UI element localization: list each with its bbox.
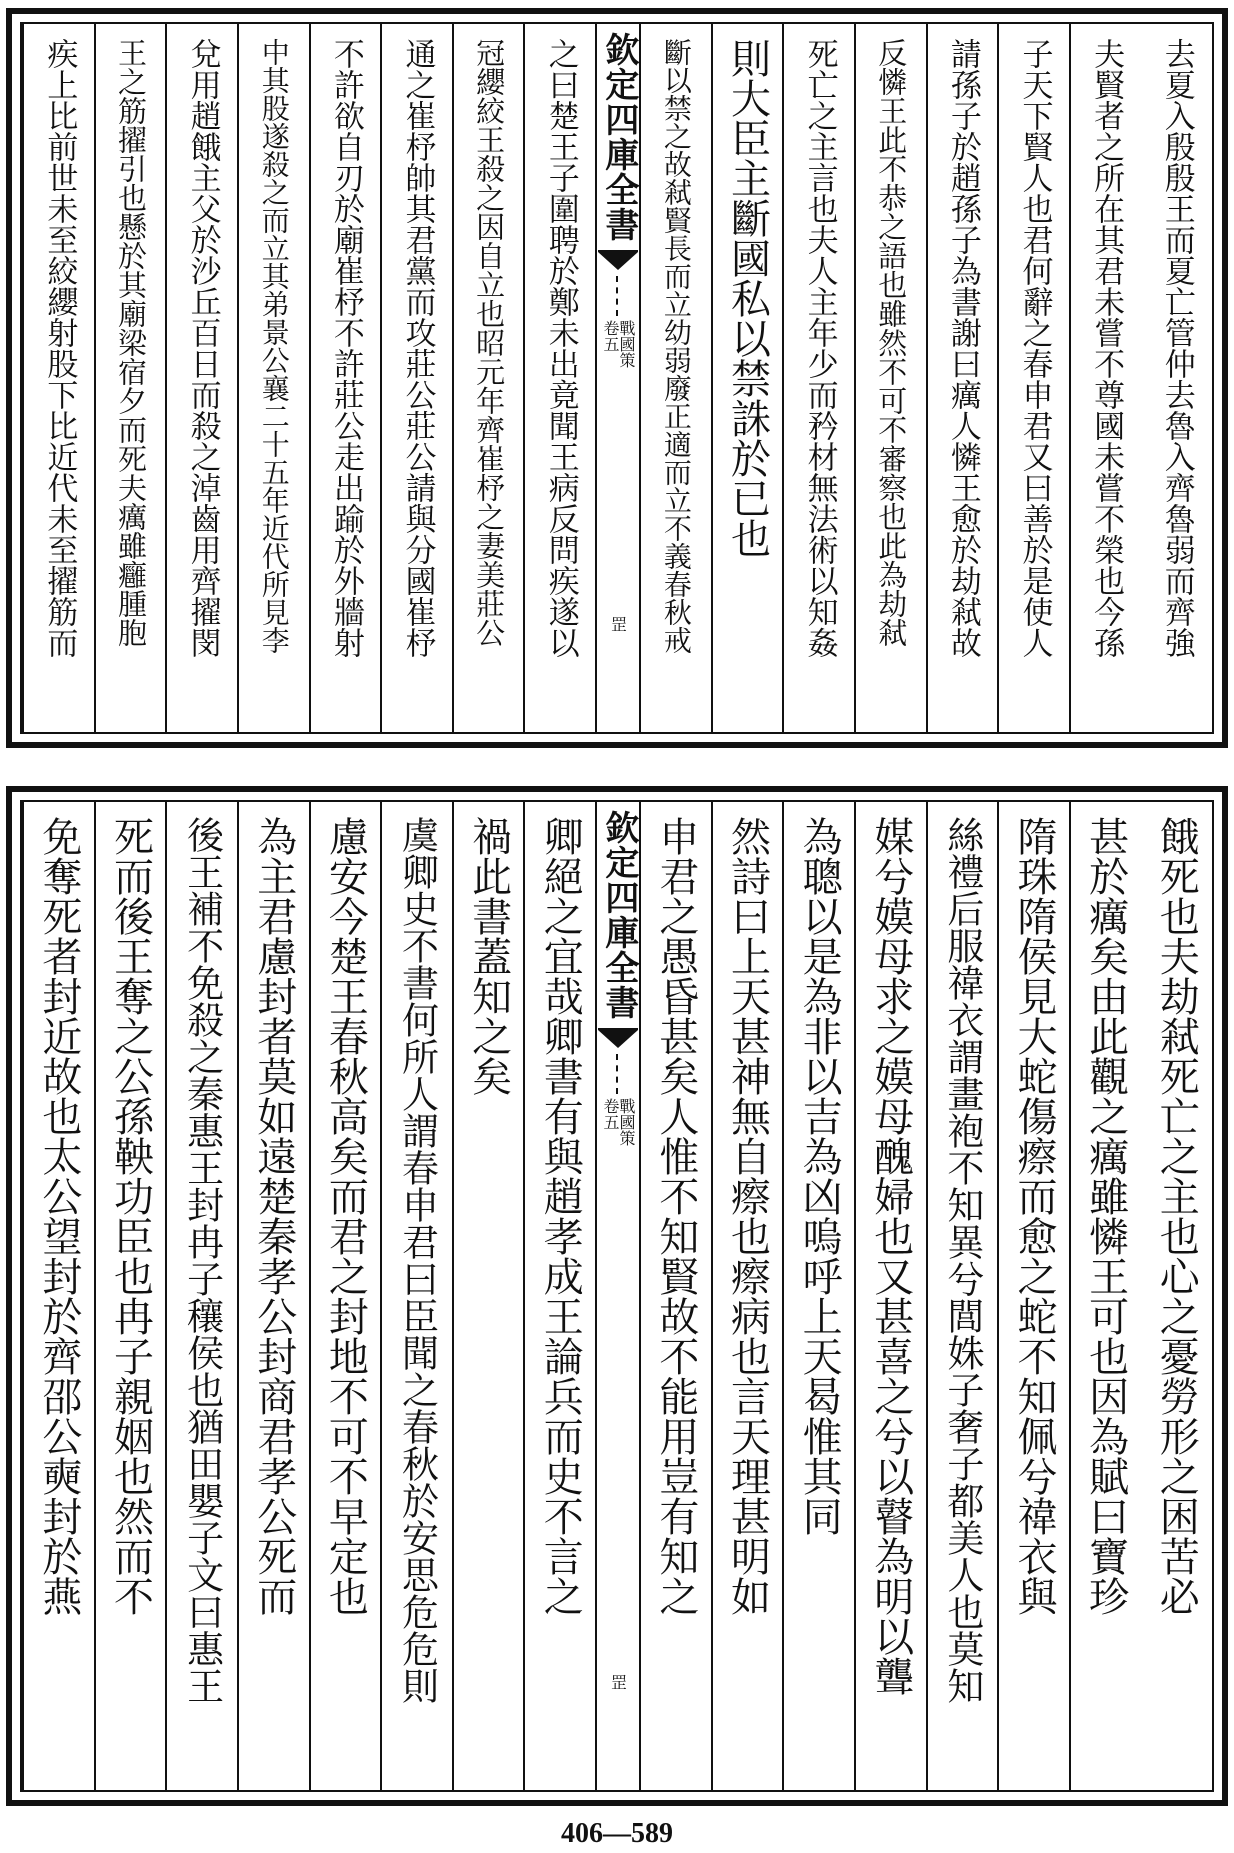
column-text: 甚於癘矣由此觀之癘雖憐王可也因為賦曰寶珍 xyxy=(1082,816,1129,1616)
column-text: 王之筋擢引也懸於其廟梁宿夕而死夫癘雖癰腫胞 xyxy=(113,38,148,647)
column-text: 冠纓絞王殺之因自立也昭元年齊崔杼之妻美莊公 xyxy=(472,38,507,647)
column-text: 慮安今楚王春秋高矣而君之封地不可不早定也 xyxy=(322,816,369,1616)
column-text: 卿絕之宜哉卿書有與趙孝成王論兵而史不言之 xyxy=(537,816,584,1616)
book-label-part: 戰國策 xyxy=(617,1098,636,1146)
center-fold-column xyxy=(595,802,639,1790)
text-column xyxy=(380,802,452,1790)
book-label-part: 戰國策 xyxy=(617,320,636,368)
column-text: 隋珠隋侯見大蛇傷瘵而愈之蛇不知佩兮禕衣與 xyxy=(1010,816,1057,1616)
text-column xyxy=(854,24,926,732)
column-text: 死而後王奪之公孫鞅功臣也冉子親姻也然而不 xyxy=(107,816,154,1616)
text-column xyxy=(854,802,926,1790)
column-text: 餓死也夫劫弒死亡之主也心之憂勞形之困苦必 xyxy=(1153,816,1200,1616)
center-divider-line xyxy=(616,1054,620,1094)
text-column xyxy=(309,802,381,1790)
column-text: 請孫子於趙孫子為書謝曰癘人憐王愈於劫弒故 xyxy=(944,38,981,658)
text-column xyxy=(22,802,94,1790)
column-text: 去夏入殷殷王而夏亡管仲去魯入齊魯弱而齊強 xyxy=(1158,38,1195,658)
top-page-frame xyxy=(6,8,1228,748)
text-column xyxy=(639,24,711,732)
column-text: 通之崔杼帥其君黨而攻莊公莊公請與分國崔杼 xyxy=(399,38,436,658)
column-text: 申君之愚昏甚矣人惟不知賢故不能用豈有知之 xyxy=(652,816,699,1616)
column-text: 則大臣主斷國私以禁誅於已也 xyxy=(724,38,771,558)
bottom-text-columns xyxy=(22,802,1212,1790)
column-text: 疾上比前世未至絞纓射股下比近代未至擢筋而 xyxy=(41,38,78,658)
text-column xyxy=(523,802,595,1790)
text-column xyxy=(380,24,452,732)
text-column xyxy=(452,24,524,732)
column-text: 兌用趙餓主父於沙丘百日而殺之淖齒用齊擢閔 xyxy=(184,38,221,658)
column-text: 中其股遂殺之而立其弟景公襄二十五年近代所見李 xyxy=(257,38,291,654)
fishtail-mark-icon xyxy=(598,250,638,272)
book-label-part: 卷五 xyxy=(601,1098,620,1130)
header-title: 欽定四庫全書 xyxy=(598,810,639,1020)
center-fold-column xyxy=(595,24,639,732)
text-column xyxy=(309,24,381,732)
column-text: 媒兮嫫母求之嫫母醜婦也又甚喜之兮以瞽為明以聾 xyxy=(867,816,914,1696)
text-column xyxy=(997,24,1069,732)
fishtail-mark-icon xyxy=(598,1028,638,1050)
column-text: 反憐王此不恭之語也雖然不可不審察也此為劫弒 xyxy=(874,38,909,647)
bottom-page xyxy=(0,786,1234,1806)
center-divider-line xyxy=(616,276,620,316)
text-column xyxy=(711,24,783,732)
text-column xyxy=(22,24,94,732)
column-text: 然詩曰上天甚神無自瘵也瘵病也言天理甚明如 xyxy=(724,816,771,1616)
text-column xyxy=(94,802,166,1790)
book-label-part: 卷五 xyxy=(601,320,620,352)
text-column xyxy=(1140,24,1212,732)
column-text: 免奪死者封近故也太公望封於齊邵公奭封於燕 xyxy=(35,816,82,1616)
top-page xyxy=(0,8,1234,748)
text-column xyxy=(639,802,711,1790)
page-footer-number: 406—589 xyxy=(561,1818,673,1849)
text-column xyxy=(237,24,309,732)
text-column xyxy=(782,24,854,732)
text-column xyxy=(165,802,237,1790)
text-column xyxy=(782,802,854,1790)
page-number: 罡 xyxy=(608,1674,628,1690)
text-column xyxy=(926,24,998,732)
text-column xyxy=(997,802,1069,1790)
text-column xyxy=(452,802,524,1790)
top-page-inner-border xyxy=(20,22,1214,734)
column-text: 後王補不免殺之秦惠王封冉子穰侯也猶田嬰子文曰惠王 xyxy=(180,816,224,1704)
text-column xyxy=(523,24,595,732)
column-text: 斷以禁之故弒賢長而立幼弱廢正適而立不義春秋戒 xyxy=(659,38,693,654)
page-number: 罡 xyxy=(608,616,628,632)
column-text: 禍此書蓋知之矣 xyxy=(465,816,512,1096)
text-column xyxy=(1140,802,1212,1790)
column-text: 為聰以是為非以吉為凶嗚呼上天曷惟其同 xyxy=(796,816,843,1536)
book-label xyxy=(602,320,634,368)
column-text: 絲禮后服禕衣謂畫袍不知異兮閭姝子奢子都美人也莫知 xyxy=(940,816,984,1704)
bottom-page-inner-border xyxy=(20,800,1214,1792)
text-column xyxy=(1069,802,1141,1790)
bottom-page-frame xyxy=(6,786,1228,1806)
text-column xyxy=(165,24,237,732)
top-text-columns xyxy=(22,24,1212,732)
text-column xyxy=(711,802,783,1790)
header-title: 欽定四庫全書 xyxy=(598,32,639,242)
column-text: 死亡之主言也夫人主年少而矜材無法術以知姦 xyxy=(801,38,838,658)
column-text: 為主君慮封者莫如遠楚秦孝公封商君孝公死而 xyxy=(250,816,297,1616)
column-text: 不許欲自刃於廟崔杼不許莊公走出踰於外牆射 xyxy=(327,38,364,658)
column-text: 之曰楚王子圍聘於鄭未出竟聞王病反問疾遂以 xyxy=(542,38,579,658)
text-column xyxy=(1069,24,1141,732)
column-text: 夫賢者之所在其君未嘗不尊國未嘗不榮也今孫 xyxy=(1088,38,1125,658)
book-label xyxy=(602,1098,634,1146)
column-text: 虞卿史不書何所人謂春申君曰臣聞之春秋於安思危危則 xyxy=(395,816,439,1704)
text-column xyxy=(237,802,309,1790)
text-column xyxy=(926,802,998,1790)
column-text: 子天下賢人也君何辭之春申君又曰善於是使人 xyxy=(1016,38,1053,658)
text-column xyxy=(94,24,166,732)
